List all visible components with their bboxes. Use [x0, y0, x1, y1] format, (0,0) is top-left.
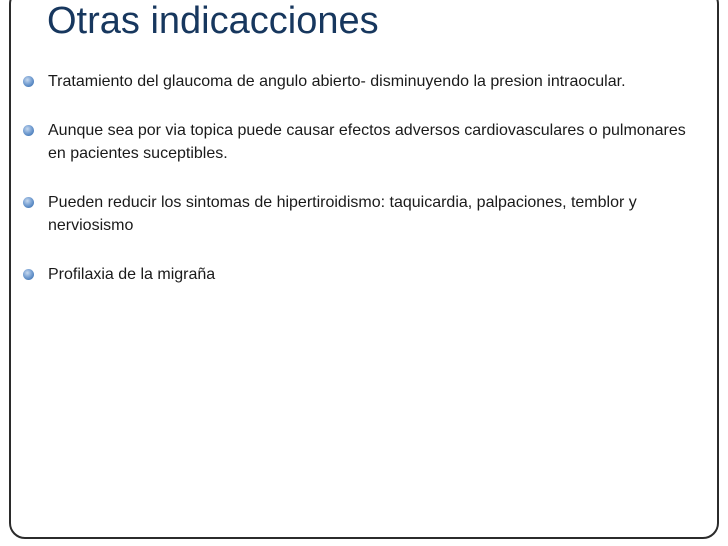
- slide-title: Otras indicacciones: [47, 0, 379, 42]
- bullet-text: Profilaxia de la migraña: [48, 266, 216, 283]
- round-bullet-icon: [22, 268, 35, 281]
- round-bullet-icon: [22, 75, 35, 88]
- list-item: [22, 263, 697, 286]
- bullet-text: Tratamiento del glaucoma de angulo abierto- disminuyendo la presion intraocular.: [48, 73, 626, 90]
- round-bullet-icon: [22, 196, 35, 209]
- bullet-text: Aunque sea por via topica puede causar efectos adversos cardiovasculares o pulmonares en pacientes suceptibles.: [48, 122, 686, 162]
- list-item: [22, 119, 697, 165]
- list-item: [22, 70, 697, 93]
- bullet-list: [22, 70, 697, 286]
- round-bullet-icon: [22, 124, 35, 137]
- list-item: [22, 191, 697, 237]
- bullet-text: Pueden reducir los sintomas de hipertiroidismo: taquicardia, palpaciones, temblor y nerviosismo: [48, 194, 637, 234]
